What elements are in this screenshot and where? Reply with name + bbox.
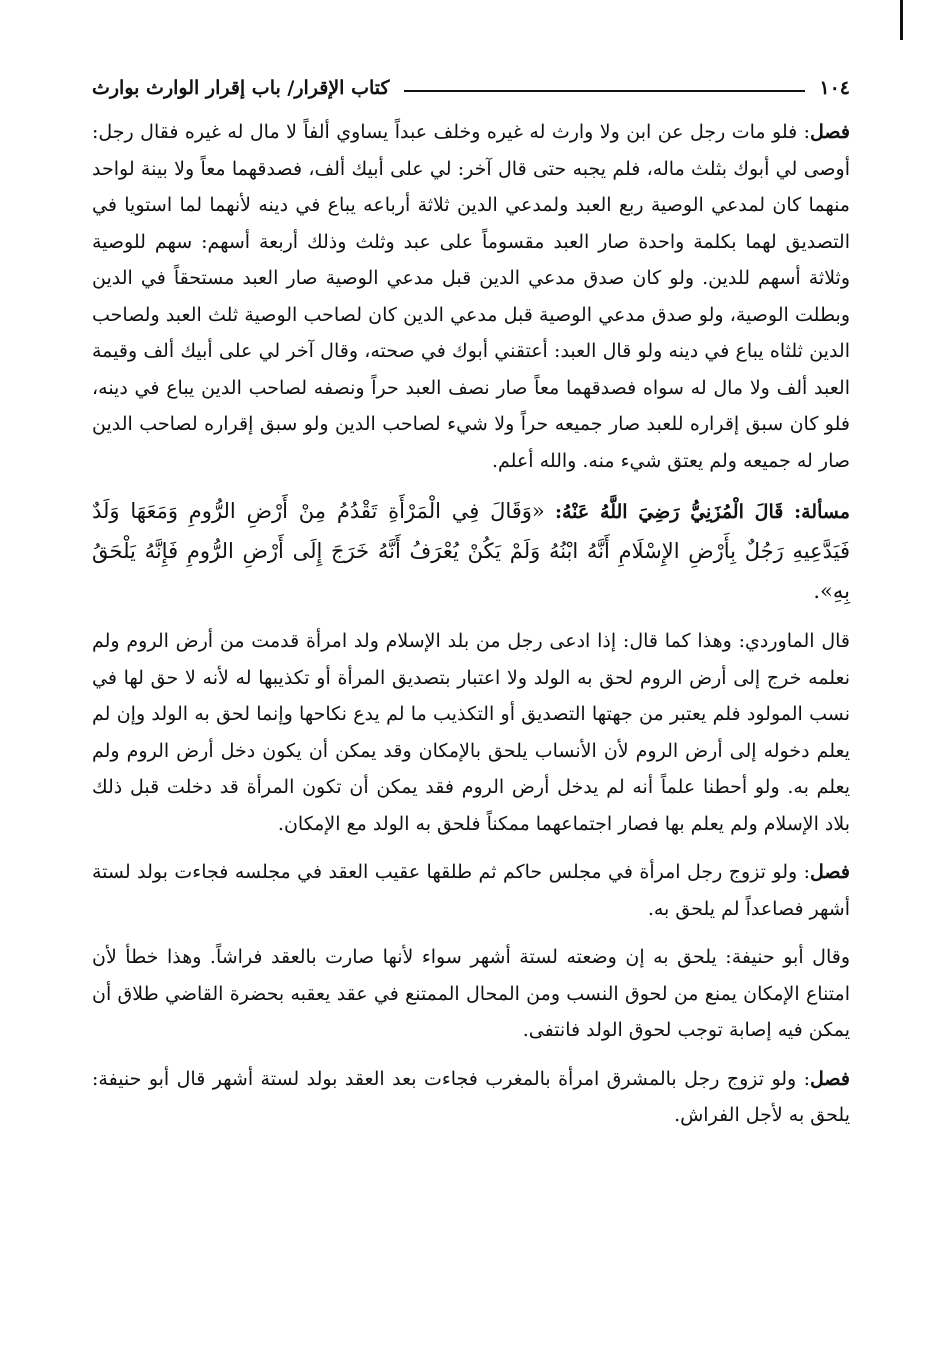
paragraph-text: : ولو تزوج رجل بالمشرق امرأة بالمغرب فجاءت بعد العقد بولد لستة أشهر قال أبو حنيفة: يلحق به لأجل الفراش. bbox=[92, 1067, 850, 1126]
paragraph-text: : فلو مات رجل عن ابن ولا وارث له غيره وخلف عبداً يساوي ألفاً لا مال له غيره فقال رجل: أوصى لي أبوك بثلث ماله، فلم يجبه حتى قال آخر: لي على أبيك ألف، فصدقهما معاً ولا بينة لواحد منهما كان لمدعي الوصية ربع العبد ولمدعي الدين ثلاثة أرباعه يباع في دينه لأنهما لما استويا في التصديق لهما بكلمة واحدة صار العبد مقسوماً على عبد وثلث وذلك أربعة أسهم: سهم للوصية وثلاثة أسهم للدين. ولو كان صدق مدعي الدين قبل مدعي الوصية صار العبد مستحقاً في الدين وبطلت الوصية، ولو صدق مدعي الوصية قبل مدعي الدين كان لصاحب الوصية ثلث العبد ولصاحب الدين ثلثاه يباع في دينه ولو قال العبد: أعتقني أبوك في صحته، وقال آخر لي على أبيك ألف وقيمة العبد ألف ولا مال له سواه فصدقهما معاً صار نصف العبد حراً ونصفه لصاحب الدين يباع في دينه، فلو كان سبق إقراره للعبد صار جميعه حراً ولا شيء لصاحب الدين ولو سبق إقراره لصاحب الدين صار له جميعه ولم يعتق شيء منه. والله أعلم. bbox=[92, 121, 850, 472]
paragraph-text: وقال أبو حنيفة: يلحق به إن وضعته لستة أشهر سواء لأنها صارت بالعقد فراشاً. وهذا خطأ لأن امتناع الإمكان يمنع من لحوق النسب ومن المحال الممتنع في عقد يعقبه بحضرة القاضي طلاق أن يمكن فيه إصابة توجب لحوق الولد فانتفى. bbox=[92, 946, 850, 1041]
paragraph-mawardi bbox=[92, 623, 850, 842]
page-number: ١٠٤ bbox=[819, 77, 850, 99]
page-header bbox=[92, 70, 850, 106]
paragraph-text: قال الماوردي: وهذا كما قال: إذا ادعى رجل من بلد الإسلام ولد امرأة قدمت من أرض الروم ولم نعلمه خرج إلى أرض الروم لحق به الولد ولا اعتبار بتصديق المرأة أو تكذيبها له لأنه لا حق لها في نسب المولود فلم يعتبر من جهتها التصديق أو التكذيب ما لم يدع نكاحها وإنما لحق به الولد وإن لم يعلم دخوله إلى أرض الروم لأن الأنساب يلحق بالإمكان وقد يمكن أن يكون دخل أرض الروم ولم يعلم به. ولو أحطنا علماً أنه لم يدخل أرض الروم فقد يمكن أن تكون المرأة قد دخلت قبل ذلك بلاد الإسلام ولم يعلم بها فصار اجتماعهما ممكناً فلحق به الولد مع الإمكان. bbox=[92, 630, 850, 835]
section-label: فصل bbox=[810, 121, 850, 143]
header-rule bbox=[404, 90, 806, 92]
paragraph-masala bbox=[92, 491, 850, 611]
section-label: مسألة bbox=[801, 501, 850, 523]
paragraph-fasl-1 bbox=[92, 114, 850, 479]
paragraph-text: : ولو تزوج رجل امرأة في مجلس حاكم ثم طلقها عقيب العقد في مجلسه فجاءت بولد لستة أشهر فصاعداً لم يلحق به. bbox=[92, 861, 850, 920]
scan-edge-mark bbox=[900, 0, 903, 40]
section-label: فصل bbox=[810, 1067, 850, 1090]
masala-attribution: : قَالَ الْمُزَنِيُّ رَضِيَ اللَّهُ عَنْهُ: bbox=[554, 501, 802, 523]
book-page bbox=[92, 70, 850, 1134]
paragraph-fasl-2 bbox=[92, 854, 850, 927]
running-title: كتاب الإقرار/ باب إقرار الوارث بوارث bbox=[92, 77, 390, 99]
paragraph-fasl-3 bbox=[92, 1061, 850, 1134]
section-label: فصل bbox=[810, 861, 850, 883]
paragraph-abu-hanifa bbox=[92, 939, 850, 1049]
masala-quote: «وَقَالَ فِي الْمَرْأَةِ تَقْدُمُ مِنْ أَرْضِ الرُّومِ وَمَعَهَا وَلَدٌ فَيَدَّعِيهِ رَجُلٌ بِأَرْضِ الإِسْلَامِ أَنَّهُ ابْنُهُ وَلَمْ يَكُنْ يُعْرَفُ أَنَّهُ خَرَجَ إِلَى أَرْضِ الرُّومِ فَإِنَّهُ يَلْحَقُ بِهِ». bbox=[92, 499, 850, 603]
